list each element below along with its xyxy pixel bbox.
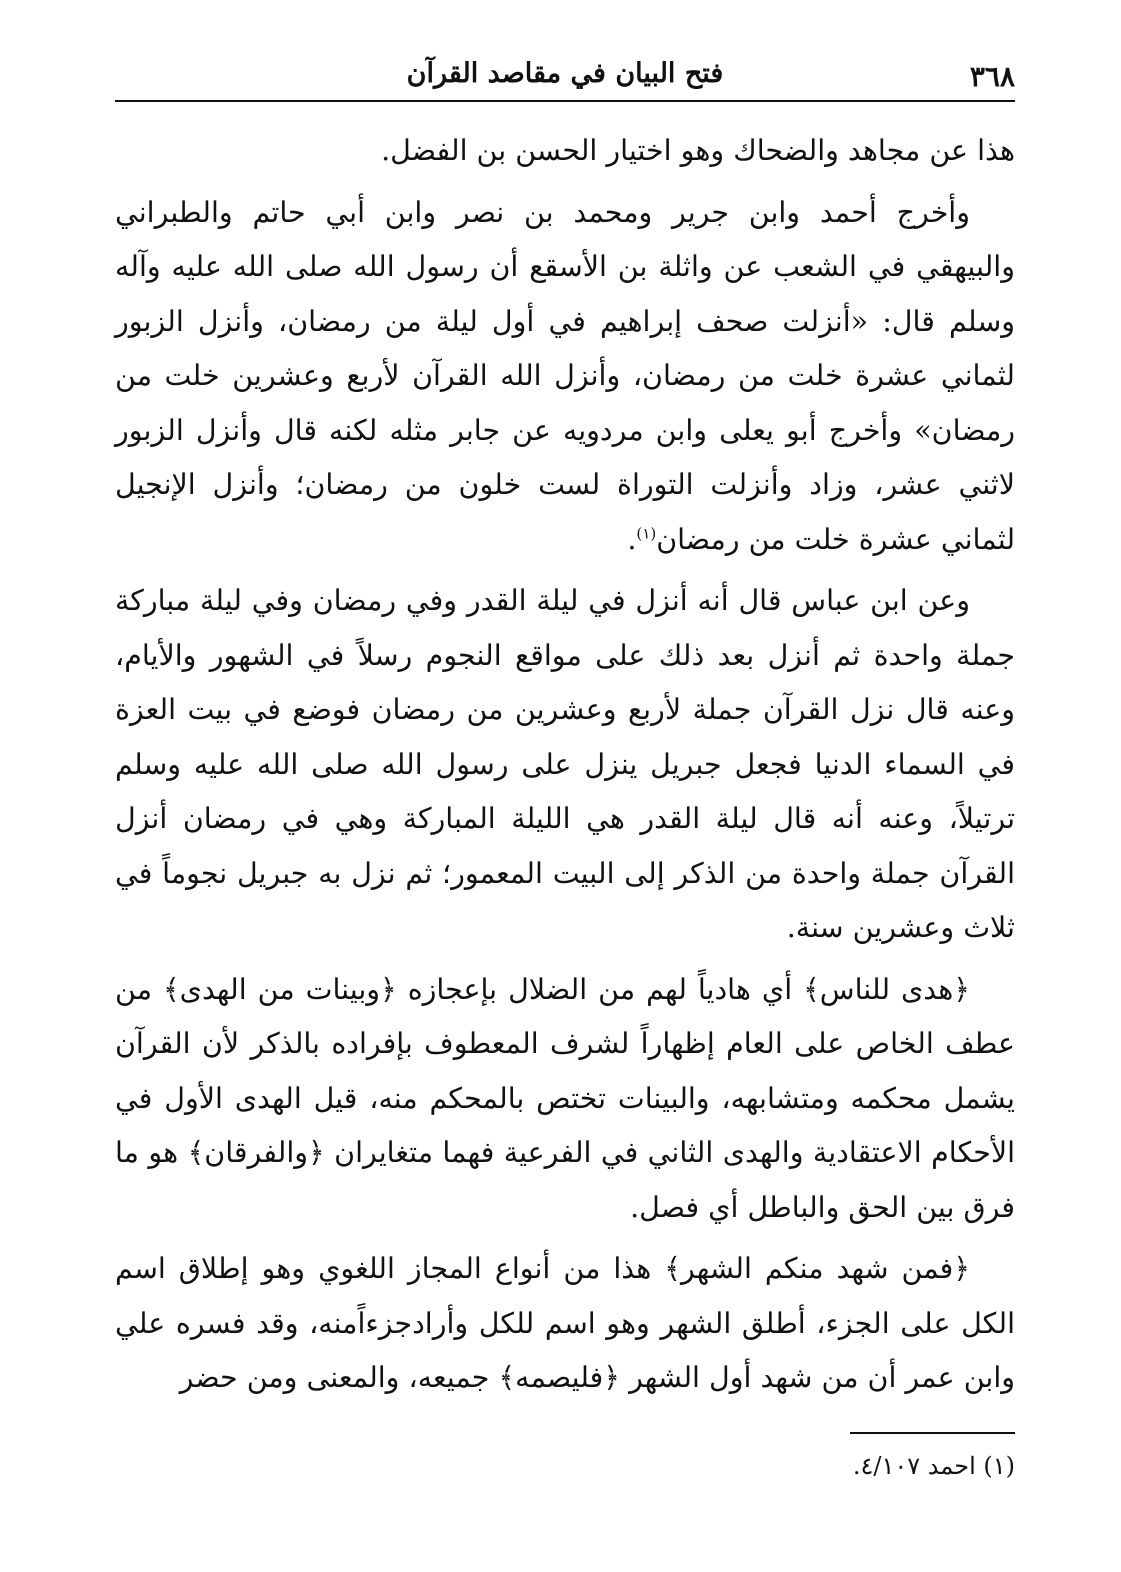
paragraph: وعن ابن عباس قال أنه أنزل في ليلة القدر وفي رمضان وفي ليلة مباركة جملة واحدة ثم أنزل بعد ذلك على مواقع النجوم رسلاً في الشهور والأيام، وعنه قال نزل القرآن جملة لأربع وعشرين من رمضان فوضع في بيت العزة في السماء الدنيا فجعل جبريل ينزل على رسول الله صلى الله عليه وسلم ترتيلاً، وعنه أنه قال ليلة القدر هي الليلة المباركة وهي في رمضان أنزل القرآن جملة واحدة من الذكر إلى البيت المعمور؛ ثم نزل به جبريل نجوماً في ثلاث وعشرين سنة. [115, 584, 1015, 944]
footnote: (١) احمد ٤/١٠٧. [852, 1452, 1015, 1480]
paragraph: ﴿هدى للناس﴾ أي هادياً لهم من الضلال بإعجازه ﴿وبينات من الهدى﴾ من عطف الخاص على العام إظهاراً لشرف المعطوف بإفراده بالذكر لأن القرآن يشمل محكمه ومتشابهه، والبينات تختص بالمحكم منه، قيل الهدى الأول في الأحكام الاعتقادية والهدى الثاني في الفرعية فهما متغايران ﴿والفرقان﴾ هو ما فرق بين الحق والباطل أي فصل. [115, 972, 1015, 1224]
page-header [115, 52, 1015, 102]
paragraph [115, 186, 1015, 568]
paragraph-text: وأخرج أحمد وابن جرير ومحمد بن نصر وابن أبي حاتم والطبراني والبيهقي في الشعب عن واثلة بن الأسقع أن رسول الله صلى الله عليه وآله وسلم قال: «أنزلت صحف إبراهيم في أول ليلة من رمضان، وأنزل الزبور لثماني عشرة خلت من رمضان، وأنزل الله القرآن لأربع وعشرين خلت من رمضان» وأخرج أبو يعلى وابن مردويه عن جابر مثله لكنه قال وأنزل الزبور لاثني عشر، وزاد وأنزلت التوراة لست خلون من رمضان؛ وأنزل الإنجيل لثماني عشرة خلت من رمضان [115, 195, 1015, 556]
footnote-divider [850, 1432, 1015, 1434]
footnote-marker: (١) [636, 524, 657, 542]
body-text [115, 124, 1015, 1406]
page-number: ٣٦٨ [969, 60, 1015, 93]
paragraph: هذا عن مجاهد والضحاك وهو اختيار الحسن بن الفضل. [381, 134, 1015, 167]
paragraph: ﴿فمن شهد منكم الشهر﴾ هذا من أنواع المجاز اللغوي وهو إطلاق اسم الكل على الجزء، أطلق الشهر وهو اسم للكل وأرادجزءاًمنه، وقد فسره علي وابن عمر أن من شهد أول الشهر ﴿فليصمه﴾ جميعه، والمعنى ومن حضر [115, 1252, 1015, 1394]
running-title: فتح البيان في مقاصد القرآن [406, 58, 724, 89]
sentence-end: . [627, 522, 637, 556]
